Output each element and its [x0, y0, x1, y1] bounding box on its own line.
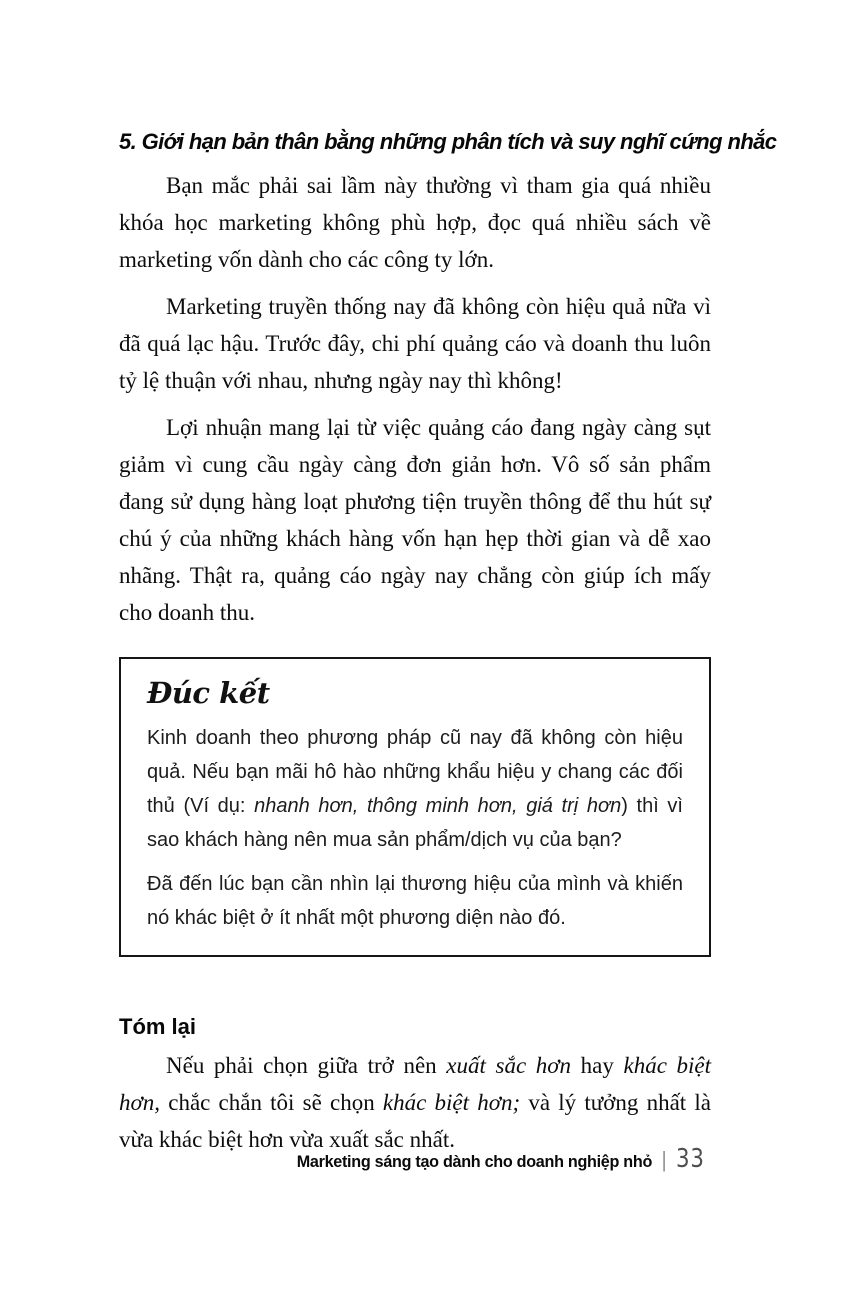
footer-page-number: 33 — [675, 1144, 705, 1174]
callout-p1-text-c: ) thì vì sao khách hàng nên mua sản phẩm/dịch vụ của bạn? — [147, 795, 683, 851]
page-footer — [278, 1144, 711, 1174]
summary-paragraph — [119, 1047, 711, 1158]
key-takeaway-title: Đúc kết — [147, 676, 270, 710]
footer-separator: | — [661, 1147, 667, 1172]
summary-heading: Tóm lại — [119, 1014, 197, 1039]
key-takeaway-paragraph-2: Đã đến lúc bạn cần nhìn lại thương hiệu của mình và khiến nó khác biệt ở ít nhất một phương diện nào đó. — [147, 873, 683, 929]
body-paragraph-3: Lợi nhuận mang lại từ việc quảng cáo đang ngày càng sụt giảm vì cung cầu ngày càng đơn giản hơn. Vô số sản phẩm đang sử dụng hàng loạt phương tiện truyền thông để thu hút sự chú ý của những khách hàng vốn hạn hẹp thời gian và dễ xao nhãng. Thật ra, quảng cáo ngày nay chẳng còn giúp ích mấy cho doanh thu. — [119, 415, 711, 625]
callout-p1-text-a: Kinh doanh theo phương pháp cũ nay đã không còn hiệu quả. Nếu bạn mãi hô hào những khẩu hiệu y chang các đối thủ (Ví dụ: — [147, 727, 683, 817]
key-takeaway-paragraph-1 — [147, 721, 683, 857]
summary-italic-b: xuất sắc hơn — [446, 1053, 572, 1078]
body-paragraph-1: Bạn mắc phải sai lầm này thường vì tham gia quá nhiều khóa học marketing không phù hợp, đọc quá nhiều sách về marketing vốn dành cho các công ty lớn. — [119, 173, 711, 272]
summary-italic-f: khác biệt hơn; — [382, 1090, 521, 1115]
summary-italic-d: khác biệt hơn, — [119, 1053, 711, 1115]
key-takeaway-box — [119, 657, 711, 957]
summary-text-a: Nếu phải chọn giữa trở nên — [166, 1053, 447, 1078]
callout-p1-italic: nhanh hơn, thông minh hơn, giá trị hơn — [254, 795, 622, 817]
summary-text-g: và lý tưởng nhất là vừa khác biệt hơn vừa xuất sắc nhất. — [119, 1090, 711, 1152]
summary-text-e: chắc chắn tôi sẽ chọn — [160, 1090, 383, 1115]
summary-text-c: hay — [571, 1053, 624, 1078]
text-column — [119, 127, 777, 1158]
body-paragraph-2: Marketing truyền thống nay đã không còn hiệu quả nữa vì đã quá lạc hậu. Trước đây, chi phí quảng cáo và doanh thu luôn tỷ lệ thuận với nhau, nhưng ngày nay thì không! — [119, 294, 711, 393]
footer-book-title: Marketing sáng tạo dành cho doanh nghiệp nhỏ — [296, 1152, 653, 1171]
section-heading: 5. Giới hạn bản thân bằng những phân tích và suy nghĩ cứng nhắc — [119, 129, 777, 154]
